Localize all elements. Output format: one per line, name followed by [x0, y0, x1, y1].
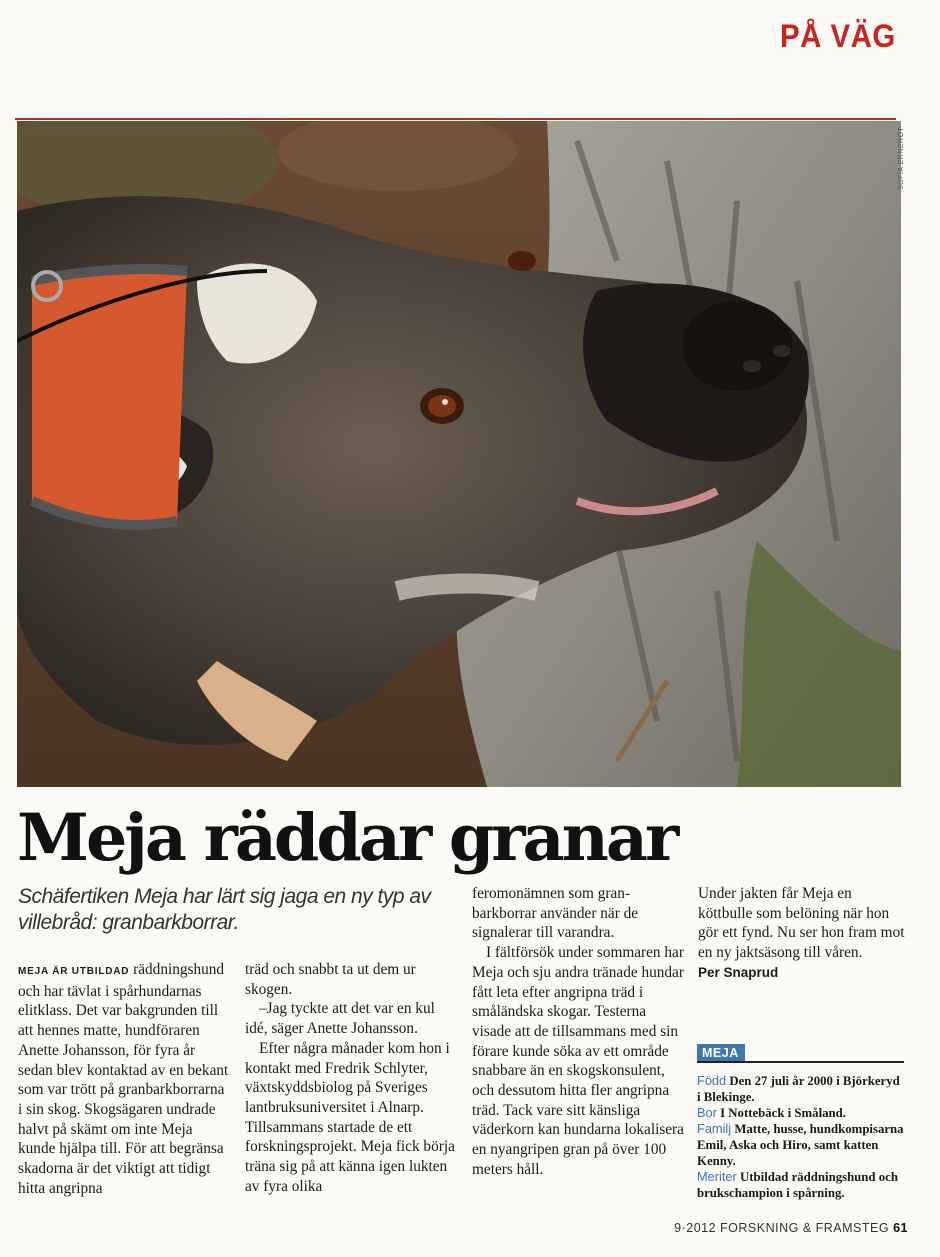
fact-value: I Nottebäck i Småland. [716, 1106, 846, 1120]
fact-entry [697, 1169, 904, 1201]
body-paragraph: Under jakten får Meja en köttbulle som belöning när hon gör ett fynd. Nu ser hon fram mot en ny jaktsäsong till våren. [698, 885, 905, 962]
article-headline: Meja räddar granar [17, 800, 677, 876]
body-paragraph: träd och snabbt ta ut dem ur skogen. [245, 961, 416, 998]
fact-value: Den 27 juli år 2000 i Björkeryd i Blekinge. [697, 1074, 900, 1104]
fact-box-header [697, 1041, 904, 1063]
fact-key: Familj [697, 1121, 732, 1136]
fact-entry [697, 1105, 904, 1121]
fact-entry [697, 1121, 904, 1169]
body-column-3 [472, 884, 687, 1180]
section-label: PÅ VÄG [780, 18, 896, 54]
fact-value: Utbildad räddningshund och brukschampion i spårning. [697, 1170, 898, 1200]
page-number: 61 [893, 1221, 908, 1235]
photo-credit: SOFIA ERNEROT [898, 126, 905, 190]
article-deck: Schäfertiken Meja har lärt sig jaga en ny typ av villebråd: granbarkborrar. [18, 885, 431, 934]
header-rule [15, 118, 896, 120]
fact-box-body [697, 1073, 904, 1201]
fact-key: Bor [697, 1105, 717, 1120]
page-footer [674, 1221, 908, 1235]
lead-in: MEJA ÄR UTBILDAD [18, 966, 130, 977]
fact-key: Född [697, 1073, 727, 1088]
body-column-1 [18, 960, 232, 1198]
body-paragraph: –Jag tyckte att det var en kul idé, säger Anette Johansson. [245, 1000, 435, 1038]
body-paragraph: Efter några månader kom hon i kontakt med Fredrik Schlyter, växtskyddsbiolog på Sveriges lantbruksuniversitet i Alnarp. Tillsammans startade de ett forskningsprojekt. Meja fick börja träna sig på att känna igen lukten av fyra olika [245, 1039, 455, 1195]
body-column-4 [698, 884, 908, 983]
fact-box-title: MEJA [697, 1044, 745, 1061]
body-paragraph [18, 960, 232, 1198]
fact-value: Matte, husse, hundkompisarna Emil, Aska och Hiro, samt katten Kenny. [697, 1122, 904, 1168]
fact-box [697, 1041, 904, 1201]
fact-key: Meriter [697, 1169, 737, 1184]
byline: Per Snaprud [698, 964, 779, 980]
issue-label: 9·2012 FORSKNING & FRAMSTEG [674, 1221, 890, 1235]
fact-entry [697, 1073, 904, 1105]
body-paragraph: feromonämnen som granbarkborrar använder när de signalerar till varandra. [472, 885, 639, 942]
dog-photo [17, 121, 901, 787]
body-paragraph: I fältförsök under sommaren har Meja och sju andra tränade hundar fått leta efter angripna träd i småländska skogar. Testerna visade att de tillsammans med sin förare kunde söka av ett område snabbare än en skogskonsulent, och dessutom hitta fler angripna träd. Tack vare sitt känsliga väderkorn kan hundarna lokalisera en nyangripen gran på över 100 meters håll. [472, 944, 684, 1178]
body-column-2 [245, 960, 460, 1196]
body-text: räddningshund och har tävlat i spårhundarnas elitklass. Det var bakgrunden till att hennes matte, hundföraren Anette Johansson, för fyra år sedan blev kontaktad av en bekant som var trött på granbarkborrarna i sin skog. Skogsägaren undrade halvt på skämt om inte Meja kunde hjälpa till. För att begränsa skadorna är det viktigt att tidigt hitta angripna [18, 961, 229, 1197]
